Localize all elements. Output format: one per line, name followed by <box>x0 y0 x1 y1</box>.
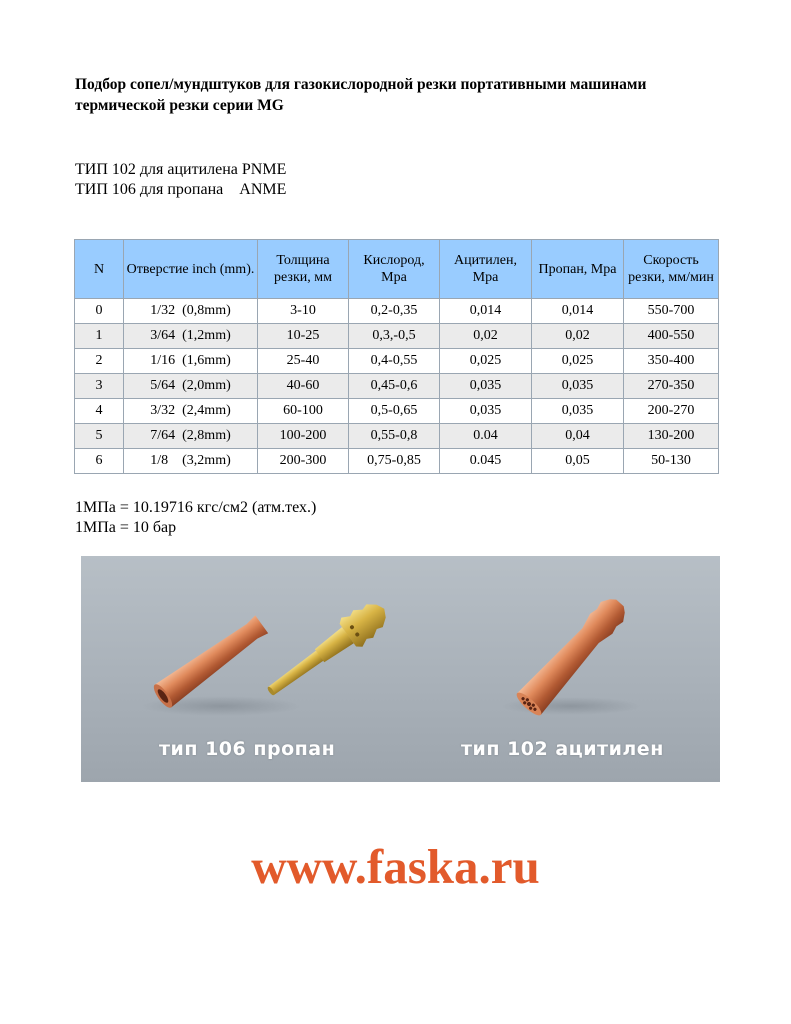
cell-acetylene: 0,025 <box>440 349 532 374</box>
cell-thickness: 3-10 <box>258 299 349 324</box>
table-body <box>75 299 719 474</box>
unit-conversion-bar: 1МПа = 10 бар <box>75 519 177 536</box>
cell-propane: 0,014 <box>532 299 624 324</box>
cell-speed: 50-130 <box>624 449 719 474</box>
unit-conversions <box>75 498 316 538</box>
cell-n: 5 <box>75 424 124 449</box>
caption-type-106: тип 106 пропан <box>159 738 336 760</box>
cell-orifice: 1/32 (0,8mm) <box>124 299 258 324</box>
cell-n: 6 <box>75 449 124 474</box>
nozzle-spec-table <box>74 239 719 474</box>
table-row <box>75 399 719 424</box>
header-propane: Пропан, Mpa <box>532 240 624 299</box>
header-speed: Скорость резки, мм/мин <box>624 240 719 299</box>
cell-orifice: 3/32 (2,4mm) <box>124 399 258 424</box>
cell-orifice: 1/8 (3,2mm) <box>124 449 258 474</box>
cell-thickness: 200-300 <box>258 449 349 474</box>
copper-nozzle-106-icon <box>151 613 270 710</box>
cell-oxygen: 0,5-0,65 <box>349 399 440 424</box>
cell-oxygen: 0,4-0,55 <box>349 349 440 374</box>
cell-speed: 550-700 <box>624 299 719 324</box>
website-watermark: www.faska.ru <box>251 839 540 894</box>
cell-acetylene: 0,035 <box>440 399 532 424</box>
unit-conversion-kgf: 1МПа = 10.19716 кгс/см2 (атм.тех.) <box>75 499 317 516</box>
cell-n: 2 <box>75 349 124 374</box>
document-title: Подбор сопел/мундштуков для газокислородной резки портативными машинами термической резки серии MG <box>75 76 647 114</box>
cell-n: 4 <box>75 399 124 424</box>
type-102-line: ТИП 102 для ацитилена PNME <box>75 161 287 178</box>
cell-speed: 270-350 <box>624 374 719 399</box>
cell-oxygen: 0,45-0,6 <box>349 374 440 399</box>
nozzle-types <box>75 160 286 200</box>
cell-n: 1 <box>75 324 124 349</box>
cell-acetylene: 0,02 <box>440 324 532 349</box>
caption-type-102: тип 102 ацитилен <box>461 738 664 760</box>
cell-orifice: 7/64 (2,8mm) <box>124 424 258 449</box>
cell-n: 3 <box>75 374 124 399</box>
cell-thickness: 60-100 <box>258 399 349 424</box>
cell-thickness: 10-25 <box>258 324 349 349</box>
cell-propane: 0,035 <box>532 399 624 424</box>
cell-propane: 0,05 <box>532 449 624 474</box>
table-row <box>75 449 719 474</box>
cell-propane: 0,035 <box>532 374 624 399</box>
cell-thickness: 40-60 <box>258 374 349 399</box>
table-row <box>75 349 719 374</box>
cell-oxygen: 0,2-0,35 <box>349 299 440 324</box>
brass-insert-icon <box>259 594 395 707</box>
table-row <box>75 374 719 399</box>
cell-speed: 400-550 <box>624 324 719 349</box>
header-oxygen: Кислород, Mpa <box>349 240 440 299</box>
cell-oxygen: 0,55-0,8 <box>349 424 440 449</box>
cell-speed: 350-400 <box>624 349 719 374</box>
cell-propane: 0,04 <box>532 424 624 449</box>
cell-n: 0 <box>75 299 124 324</box>
table-row <box>75 424 719 449</box>
cell-propane: 0,02 <box>532 324 624 349</box>
header-acetylene: Ацитилен, Mpa <box>440 240 532 299</box>
cell-acetylene: 0.04 <box>440 424 532 449</box>
cell-oxygen: 0,3,-0,5 <box>349 324 440 349</box>
header-thickness: Толщина резки, мм <box>258 240 349 299</box>
cell-oxygen: 0,75-0,85 <box>349 449 440 474</box>
cell-acetylene: 0,035 <box>440 374 532 399</box>
cell-orifice: 5/64 (2,0mm) <box>124 374 258 399</box>
table-header-row <box>75 240 719 299</box>
table-row <box>75 299 719 324</box>
nozzle-photo <box>81 556 720 782</box>
type-106-line: ТИП 106 для пропана ANME <box>75 181 287 198</box>
cell-thickness: 100-200 <box>258 424 349 449</box>
cell-thickness: 25-40 <box>258 349 349 374</box>
header-orifice: Отверстие inch (mm). <box>124 240 258 299</box>
cell-orifice: 1/16 (1,6mm) <box>124 349 258 374</box>
cell-orifice: 3/64 (1,2mm) <box>124 324 258 349</box>
cell-acetylene: 0,014 <box>440 299 532 324</box>
table-row <box>75 324 719 349</box>
cell-propane: 0,025 <box>532 349 624 374</box>
cell-speed: 130-200 <box>624 424 719 449</box>
cell-speed: 200-270 <box>624 399 719 424</box>
cell-acetylene: 0.045 <box>440 449 532 474</box>
header-n: N <box>75 240 124 299</box>
